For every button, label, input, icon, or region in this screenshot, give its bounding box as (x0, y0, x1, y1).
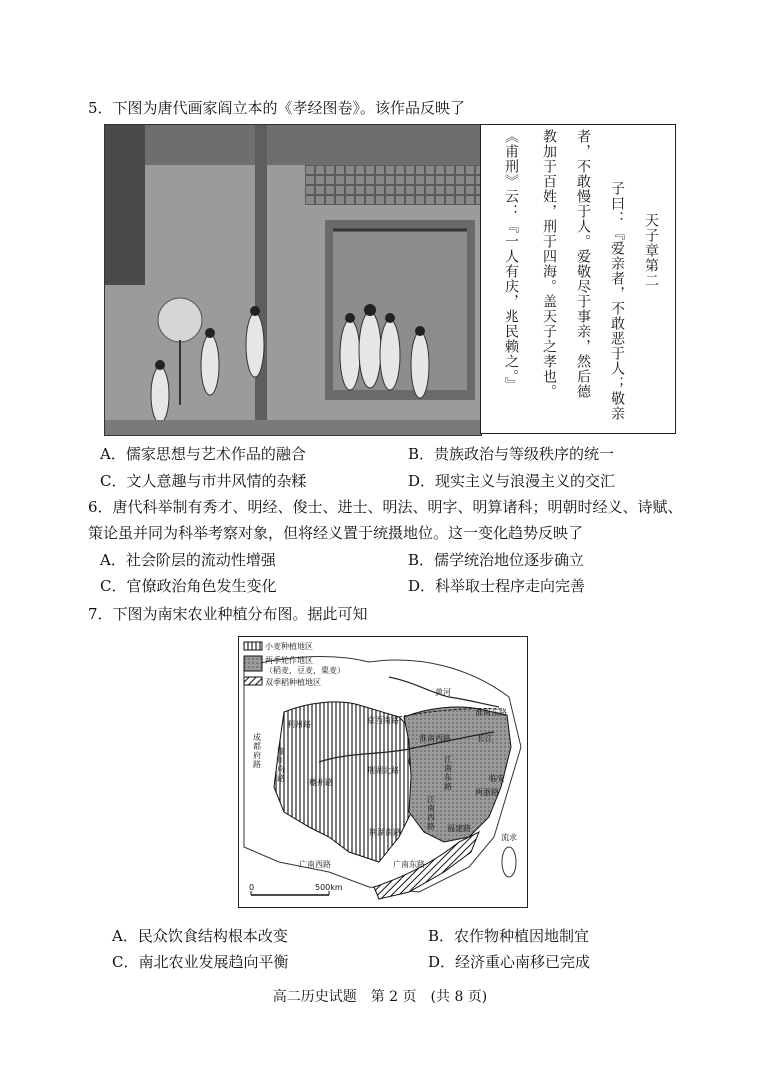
label-jinghu-north: 荆湖北路 (367, 766, 399, 775)
legend-rotation-sub: （稻麦，豆麦，粟麦） (265, 666, 345, 675)
q6-option-b: B．儒学统治地位逐步确立 (408, 551, 585, 569)
q6-option-c: C．官僚政治角色发生变化 (100, 577, 277, 595)
song-agriculture-map (238, 636, 528, 908)
q7-option-b: B．农作物种植因地制宜 (428, 927, 590, 945)
label-fujian: 福建路 (447, 824, 471, 833)
poem-column-3: 者，不敢慢于人。爱敬尽于事亲，然后德 (575, 129, 591, 399)
label-jinghu-south: 荆湖南路 (369, 828, 401, 837)
q6-option-d: D．科举取士程序走向完善 (408, 577, 586, 595)
label-liuqiu: 流求 (501, 833, 517, 842)
q7-option-d: D．经济重心南移已完成 (428, 953, 591, 971)
label-chengdu: 成都府路 (253, 733, 261, 769)
painting-image (104, 124, 482, 436)
poem-column-1: 天子章第二 (643, 213, 659, 288)
legend-double-rice: 双季稻种植地区 (265, 678, 321, 687)
q6-option-a: A．社会阶层的流动性增强 (100, 551, 276, 569)
q6-stem-line2: 策论虽并同为科举考察对象，但将经义置于统摄地位。这一变化趋势反映了 (88, 524, 584, 542)
label-jiangnan-west: 江南西路 (427, 795, 435, 831)
legend-wheat: 小麦种植地区 (265, 642, 313, 651)
q7-stem: 7．下图为南宋农业种植分布图。据此可知 (88, 605, 368, 623)
label-guangnan-east: 广南东路 (393, 860, 425, 869)
label-liangzhe: 两浙路 (475, 788, 499, 797)
label-tongchuan: 潼川府路 (277, 747, 285, 783)
label-kuizhou: 夔州路 (309, 778, 333, 787)
q7-option-a: A．民众饮食结构根本改变 (112, 927, 288, 945)
label-linan: 临安 (489, 774, 505, 783)
poem-column-5: 《甫刑》云：『一人有庆，兆民赖之。』 (503, 129, 519, 392)
poem-panel (480, 124, 676, 434)
scale-label: 500km (315, 883, 343, 892)
scale-zero: 0 (249, 883, 255, 892)
legend-rotation: 两季轮作地区 (265, 656, 313, 665)
q5-stem: 5．下图为唐代画家阎立本的《孝经图卷》。该作品反映了 (88, 99, 466, 117)
q5-option-b: B．贵族政治与等级秩序的统一 (408, 445, 615, 463)
page-footer: 高二历史试题 第 2 页 (共 8 页) (272, 989, 488, 1005)
label-yangtze: 长江 (477, 734, 493, 743)
label-guangnan-west: 广南西路 (299, 860, 331, 869)
painting-illustration (105, 125, 481, 435)
q5-option-c: C．文人意趣与市井风情的杂糅 (100, 472, 307, 490)
label-yellow-river: 黄河 (435, 688, 451, 697)
q5-option-d: D．现实主义与浪漫主义的交汇 (408, 472, 616, 490)
q6-stem-line1: 6．唐代科举制有秀才、明经、俊士、进士、明法、明字、明算诸科；明朝时经义、诗赋、 (88, 498, 683, 516)
label-jingxi-south: 京西南路 (367, 716, 399, 725)
label-huainan-east: 淮南东路 (475, 708, 507, 717)
label-jiangnan-east: 江南东路 (444, 755, 452, 791)
poem-column-4: 教加于百姓，刑于四海。盖天子之孝也。 (541, 129, 557, 399)
q7-option-c: C．南北农业发展趋向平衡 (112, 953, 289, 971)
q5-option-a: A．儒家思想与艺术作品的融合 (100, 445, 306, 463)
label-lizhou: 利州路 (287, 720, 311, 729)
poem-column-2: 子曰：『爱亲者，不敢恶于人；敬亲 (609, 181, 625, 421)
label-huainan-west: 淮南西路 (419, 734, 451, 743)
